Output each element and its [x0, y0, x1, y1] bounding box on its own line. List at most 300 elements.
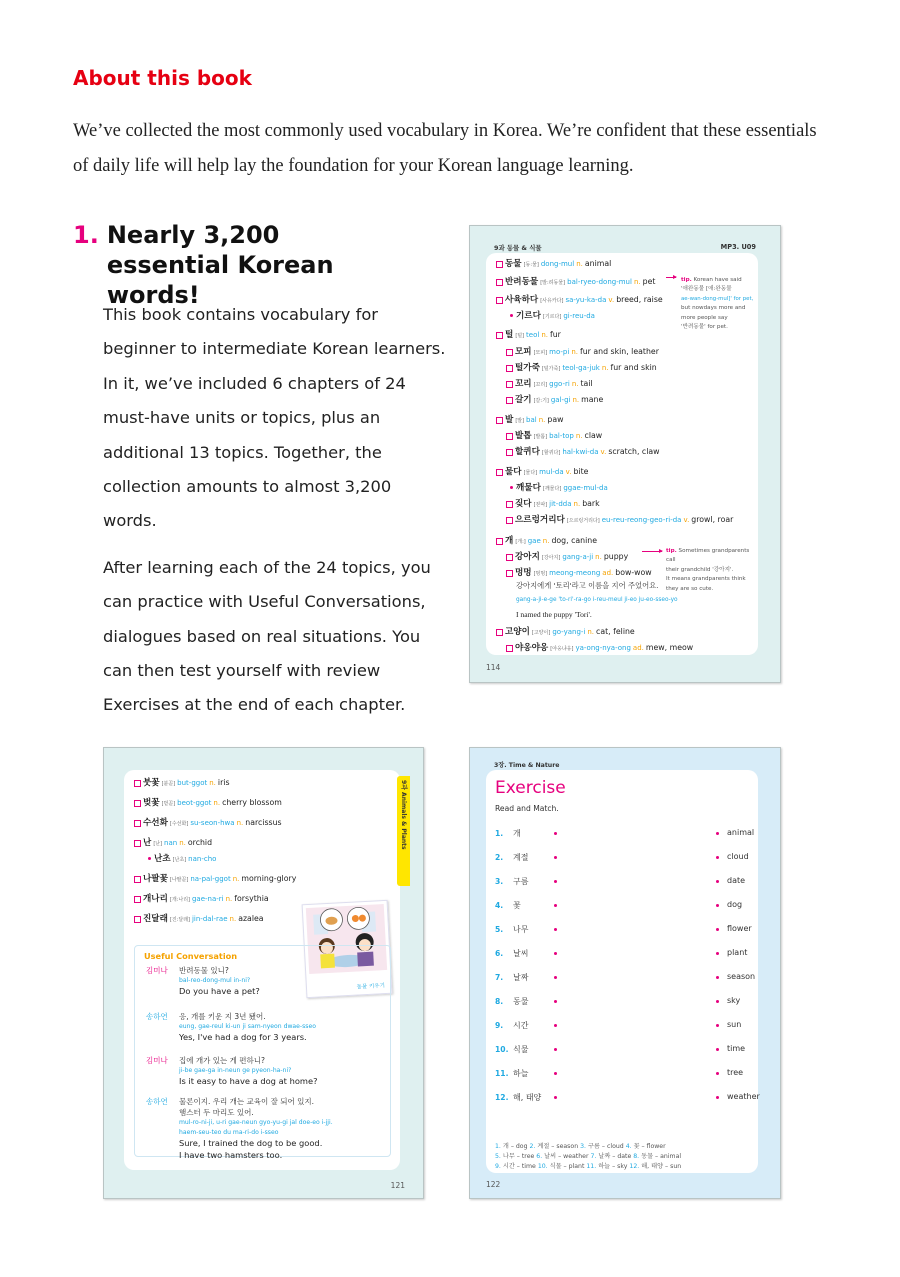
- illustration-caption: 동물 키우기: [356, 983, 386, 991]
- answer-key-line: [495, 1161, 681, 1170]
- korean-word: 짖다: [515, 499, 532, 509]
- korean-word: 기르다: [516, 311, 541, 321]
- romanization: but-ggot: [177, 779, 208, 787]
- tip-line: they are so cute.: [666, 585, 714, 592]
- korean-word: 강아지: [515, 552, 540, 562]
- answer-number: 12.: [629, 1163, 640, 1170]
- checkbox-icon[interactable]: [506, 381, 513, 388]
- answer-number: 7.: [590, 1153, 597, 1160]
- match-dot-left[interactable]: [554, 1000, 557, 1003]
- vocab-entry: [496, 534, 597, 546]
- checkbox-icon[interactable]: [506, 554, 513, 561]
- english-meaning: tail: [580, 379, 593, 388]
- korean-word: 개나리: [143, 894, 168, 904]
- korean-word: 해, 태양: [513, 1093, 542, 1102]
- romanization: mo-pi: [549, 348, 570, 356]
- pronunciation: [개:]: [515, 539, 526, 545]
- romanization: ggae-mul-da: [563, 484, 608, 492]
- vocab-entry: [506, 550, 628, 562]
- english-meaning: cherry blossom: [222, 798, 282, 807]
- feature-paragraph: This book contains vocabulary for beginner to intermediate Korean learners. In it, we’ve included 6 chapters of 24 must-have units or topics, plus an additional 13 topics. Together, the collection amounts to almost 3,200 words.: [103, 305, 446, 531]
- chapter-label: 3장. Time & Nature: [494, 762, 560, 769]
- answer-text: 날씨 – weather: [544, 1153, 589, 1160]
- korean-word: 시간: [513, 1021, 529, 1030]
- feature-body: [103, 298, 448, 735]
- vocab-entry: [144, 852, 218, 864]
- pronunciation: [난]: [153, 841, 163, 847]
- page-content: [486, 253, 758, 655]
- english-meaning: forsythia: [234, 894, 269, 903]
- korean-word: 나무: [513, 925, 529, 934]
- korean-word: 날씨: [513, 949, 529, 958]
- match-dot-right[interactable]: [716, 1024, 719, 1027]
- tip-line: Korean have said: [693, 277, 742, 283]
- conversation-title: Useful Conversation: [144, 951, 238, 961]
- part-of-speech: n.: [538, 416, 546, 424]
- english-option: flower: [727, 924, 752, 933]
- match-dot-right[interactable]: [716, 1072, 719, 1075]
- exercise-row: [495, 900, 775, 912]
- pronunciation: [깨물다]: [542, 486, 562, 492]
- checkbox-icon[interactable]: [506, 449, 513, 456]
- speaker-name: 송하연: [146, 1012, 168, 1021]
- english-meaning: mane: [581, 395, 604, 404]
- vocab-entry: [506, 361, 657, 373]
- korean-word: 사육하다: [505, 295, 539, 305]
- part-of-speech: v.: [683, 516, 690, 524]
- arrow-icon: [642, 551, 662, 552]
- match-dot-right[interactable]: [716, 856, 719, 859]
- romanization: go-yang-i: [552, 628, 586, 636]
- english-meaning: growl, roar: [691, 515, 734, 524]
- checkbox-icon[interactable]: [506, 501, 513, 508]
- english-meaning: fur and skin, leather: [580, 347, 659, 356]
- checkbox-icon[interactable]: [496, 332, 503, 339]
- english-option: date: [727, 876, 746, 885]
- sample-page-122: [469, 747, 781, 1199]
- pronunciation: [나팔꼳]: [169, 877, 189, 883]
- answer-key-line: [495, 1151, 681, 1160]
- romanization: gae: [527, 537, 541, 545]
- answer-number: 3.: [580, 1143, 586, 1150]
- romanization: dong-mul: [540, 260, 575, 268]
- answer-number: 9.: [495, 1163, 501, 1170]
- pronunciation: [동:물]: [523, 262, 539, 268]
- pronunciation: [진:달래]: [169, 917, 190, 923]
- match-dot-right[interactable]: [716, 1000, 719, 1003]
- korean-word: 야옹야옹: [515, 643, 549, 653]
- page-number: 114: [486, 663, 501, 672]
- romanization: jin-dal-rae: [191, 915, 228, 923]
- english-line: Is it easy to have a dog at home?: [179, 1076, 318, 1086]
- korean-word: 개: [505, 536, 514, 546]
- korean-word: 계절: [513, 853, 529, 862]
- checkbox-icon[interactable]: [506, 645, 513, 652]
- part-of-speech: n.: [542, 537, 550, 545]
- korean-word: 수선화: [143, 818, 168, 828]
- answer-number: 10.: [537, 1163, 548, 1170]
- answer-number: 6.: [536, 1153, 543, 1160]
- match-dot-left[interactable]: [554, 1048, 557, 1051]
- speaker-name: 김미나: [146, 1056, 168, 1065]
- exercise-row: [495, 996, 775, 1008]
- match-dot-right[interactable]: [716, 904, 719, 907]
- korean-word: 꼬리: [515, 379, 532, 389]
- english-meaning: pet: [642, 277, 656, 286]
- romanization: nan-cho: [188, 855, 217, 863]
- korean-word: 난초: [154, 854, 171, 864]
- pronunciation: [으르렁거리다]: [566, 518, 600, 524]
- checkbox-icon[interactable]: [134, 876, 141, 883]
- checkbox-icon[interactable]: [496, 297, 503, 304]
- intro-paragraph: We’ve collected the most commonly used vocabulary in Korea. We’re confident that these essentials of daily life will help lay the foundation for your Korean language learning.: [73, 121, 817, 176]
- korean-line: 햄스터 두 마리도 있어.: [179, 1108, 254, 1117]
- answer-number: 5.: [495, 1153, 501, 1160]
- item-number: 7.: [495, 973, 504, 982]
- english-meaning: bow-wow: [615, 568, 652, 577]
- pronunciation: [짇따]: [533, 502, 548, 508]
- exercise-row: [495, 948, 775, 960]
- pronunciation: [난초]: [172, 857, 187, 863]
- match-dot-right[interactable]: [716, 1096, 719, 1099]
- vocab-entry: [496, 328, 561, 340]
- checkbox-icon[interactable]: [134, 780, 141, 787]
- vocab-entry: [506, 377, 593, 389]
- sample-page-121: [103, 747, 424, 1199]
- item-number: 10.: [495, 1045, 509, 1054]
- exercise-row: [495, 1068, 775, 1080]
- pronunciation: [발톱]: [533, 434, 548, 440]
- answer-text: 구름 – cloud: [587, 1143, 624, 1150]
- korean-word: 동물: [505, 259, 522, 269]
- part-of-speech: v.: [565, 468, 572, 476]
- answer-key-line: [495, 1141, 666, 1150]
- exercise-row: [495, 1092, 775, 1104]
- korean-word: 할퀴다: [515, 447, 540, 457]
- checkbox-icon[interactable]: [134, 896, 141, 903]
- romanization: nan: [164, 839, 178, 847]
- english-option: plant: [727, 948, 748, 957]
- match-dot-left[interactable]: [554, 1096, 557, 1099]
- english-meaning: mew, meow: [645, 643, 694, 652]
- item-number: 12.: [495, 1093, 509, 1102]
- korean-word: 털가죽: [515, 363, 540, 373]
- exercise-row: [495, 876, 775, 888]
- speaker-name: 송하연: [146, 1097, 168, 1106]
- tip-line: ae-wan-dong-mul]' for pet,: [681, 295, 754, 302]
- romanization: teol-ga-juk: [562, 364, 600, 372]
- vocab-entry: [496, 625, 635, 637]
- tip-line: Sometimes grandparents call: [666, 548, 750, 564]
- exercise-row: [495, 1020, 775, 1032]
- english-option: tree: [727, 1068, 744, 1077]
- vocab-entry: [134, 892, 269, 904]
- vocab-entry: [134, 796, 282, 808]
- answer-text: 하늘 – sky: [598, 1163, 628, 1170]
- feature-title: Nearly 3,200 essential Korean words!: [106, 221, 334, 309]
- match-dot-left[interactable]: [554, 928, 557, 931]
- checkbox-icon[interactable]: [506, 433, 513, 440]
- match-dot-right[interactable]: [716, 832, 719, 835]
- bullet-icon: [148, 857, 151, 860]
- english-meaning: fur: [550, 330, 561, 339]
- part-of-speech: ad.: [602, 569, 614, 577]
- romanization: mul-da: [539, 468, 564, 476]
- tip-note: [681, 276, 761, 332]
- part-of-speech: n.: [571, 348, 578, 356]
- pronunciation: [털]: [515, 333, 525, 339]
- part-of-speech: v.: [608, 296, 615, 304]
- romanized-line: mul-ro-ni-ji, u-ri gae-neun gyo-yu-gi jal doe-eo i-jji.: [179, 1119, 333, 1126]
- romanization: eu-reu-reong-geo-ri-da: [601, 516, 682, 524]
- pronunciation: [발]: [515, 418, 525, 424]
- english-option: sky: [727, 996, 741, 1005]
- english-meaning: scratch, claw: [608, 447, 660, 456]
- page-number: 122: [486, 1180, 501, 1189]
- exercise-row: [495, 924, 775, 936]
- checkbox-icon[interactable]: [496, 417, 503, 424]
- match-dot-right[interactable]: [716, 928, 719, 931]
- speaker-name: 김미나: [146, 966, 168, 975]
- feature-paragraph: After learning each of the 24 topics, you can practice with Useful Conversations, dialogues based on real situations. You can then test yourself with review Exercises at the end of each chapter.: [103, 557, 431, 715]
- checkbox-icon[interactable]: [496, 538, 503, 545]
- romanization: ggo-ri: [549, 380, 570, 388]
- english-line: I have two hamsters too.: [179, 1149, 283, 1160]
- korean-word: 붓꽃: [143, 778, 160, 788]
- vocab-entry: [496, 465, 588, 477]
- english-option: sun: [727, 1020, 742, 1029]
- answer-number: 8.: [633, 1153, 640, 1160]
- korean-word: 깨물다: [516, 483, 541, 493]
- korean-word: 발톱: [515, 431, 532, 441]
- match-dot-left[interactable]: [554, 1024, 557, 1027]
- vocab-entry: [134, 816, 282, 828]
- answer-text: 식물 – plant: [549, 1163, 585, 1170]
- match-dot-left[interactable]: [554, 976, 557, 979]
- part-of-speech: v.: [600, 448, 607, 456]
- feature-heading: [73, 220, 407, 310]
- vocab-entry: [506, 309, 597, 321]
- vocab-entry: [506, 481, 610, 493]
- checkbox-icon[interactable]: [506, 570, 513, 577]
- vocab-entry: [506, 566, 652, 578]
- match-dot-right[interactable]: [716, 1048, 719, 1051]
- part-of-speech: n.: [209, 779, 216, 787]
- pronunciation: [물다]: [523, 470, 538, 476]
- korean-word: 모피: [515, 347, 532, 357]
- answer-text: 해, 태양 – sun: [641, 1163, 682, 1170]
- about-title: About this book: [73, 66, 252, 90]
- match-dot-left[interactable]: [554, 832, 557, 835]
- mp3-label: MP3. U09: [720, 243, 756, 251]
- romanization: bal: [526, 416, 537, 424]
- korean-line: 반려동물 있니?: [179, 966, 229, 975]
- korean-word: 나팔꽃: [143, 874, 168, 884]
- checkbox-icon[interactable]: [496, 469, 503, 476]
- bullet-icon: [510, 486, 513, 489]
- korean-line: 응, 개를 키운 지 3년 됐어.: [179, 1012, 266, 1021]
- vocab-entry: [496, 293, 663, 305]
- romanization: beot-ggot: [177, 799, 212, 807]
- exercise-row: [495, 972, 775, 984]
- part-of-speech: n.: [573, 500, 581, 508]
- romanization: gal-gi: [550, 396, 571, 404]
- answer-text: 개 – dog: [502, 1143, 528, 1150]
- match-dot-right[interactable]: [716, 880, 719, 883]
- item-number: 6.: [495, 949, 504, 958]
- answer-text: 동물 – animal: [641, 1153, 682, 1160]
- english-meaning: iris: [217, 778, 230, 787]
- part-of-speech: ad.: [632, 644, 644, 652]
- example-en: I named the puppy 'Tori'.: [516, 610, 592, 619]
- english-option: weather: [727, 1092, 760, 1101]
- checkbox-icon[interactable]: [134, 800, 141, 807]
- korean-word: 개: [513, 829, 521, 838]
- exercise-row: [495, 828, 775, 840]
- romanized-line: ji-be gae-ga in-neun ge pyeon-ha-ni?: [179, 1067, 292, 1074]
- item-number: 3.: [495, 877, 504, 886]
- english-option: cloud: [727, 852, 749, 861]
- english-meaning: morning-glory: [241, 874, 297, 883]
- english-line: Sure, I trained the dog to be good.: [179, 1138, 323, 1148]
- tip-label: tip.: [666, 548, 677, 554]
- pronunciation: [개:나리]: [169, 897, 190, 903]
- vocab-entry: [506, 429, 602, 441]
- korean-line: 집에 개가 있는 게 편하니?: [179, 1056, 265, 1065]
- checkbox-icon[interactable]: [134, 840, 141, 847]
- pronunciation: [꼬리]: [533, 382, 548, 388]
- english-line: Yes, I've had a dog for 3 years.: [179, 1032, 307, 1042]
- english-meaning: claw: [584, 431, 603, 440]
- vocab-entry: [134, 912, 264, 924]
- pronunciation: [털가죽]: [541, 366, 561, 372]
- bullet-icon: [510, 314, 513, 317]
- romanization: gang-a-ji: [562, 553, 594, 561]
- pronunciation: [할퀴다]: [541, 450, 561, 456]
- romanization: jit-dda: [549, 500, 572, 508]
- korean-line: 물론이지. 우리 개는 교육이 잘 되어 있지.: [179, 1097, 314, 1106]
- match-dot-left[interactable]: [554, 952, 557, 955]
- tip-line: '애완동물 [애:완동물: [681, 286, 732, 293]
- part-of-speech: n.: [232, 875, 240, 883]
- answer-text: 꽃 – flower: [633, 1143, 666, 1150]
- answer-text: 나무 – tree: [502, 1153, 535, 1160]
- part-of-speech: n.: [587, 628, 595, 636]
- pronunciation: [고양이]: [531, 630, 551, 636]
- romanization: ya-ong-nya-ong: [575, 644, 631, 652]
- english-meaning: breed, raise: [616, 295, 663, 304]
- korean-word: 털: [505, 330, 514, 340]
- checkbox-icon[interactable]: [496, 629, 503, 636]
- item-number: 9.: [495, 1021, 504, 1030]
- checkbox-icon[interactable]: [134, 916, 141, 923]
- checkbox-icon[interactable]: [506, 349, 513, 356]
- korean-word: 구름: [513, 877, 529, 886]
- checkbox-icon[interactable]: [506, 517, 513, 524]
- english-meaning: narcissus: [245, 818, 282, 827]
- pronunciation: [기르다]: [542, 314, 562, 320]
- item-number: 2.: [495, 853, 504, 862]
- korean-word: 날짜: [513, 973, 529, 982]
- pronunciation: [멍멍]: [533, 571, 548, 577]
- item-number: 11.: [495, 1069, 509, 1078]
- korean-word: 벚꽃: [143, 798, 160, 808]
- romanized-line: eung, gae-reul ki-un ji sam-nyeon dwae-sseo: [179, 1023, 316, 1030]
- part-of-speech: n.: [225, 895, 233, 903]
- pronunciation: [야옹냐옹]: [550, 646, 574, 652]
- checkbox-icon[interactable]: [134, 820, 141, 827]
- item-number: 1.: [495, 829, 504, 838]
- part-of-speech: n.: [571, 380, 579, 388]
- korean-word: 진달래: [143, 914, 168, 924]
- vocab-entry: [506, 513, 733, 525]
- part-of-speech: n.: [633, 278, 641, 286]
- match-dot-left[interactable]: [554, 880, 557, 883]
- answer-text: 시간 – time: [502, 1163, 536, 1170]
- english-meaning: puppy: [603, 552, 629, 561]
- answer-number: 11.: [586, 1163, 597, 1170]
- part-of-speech: n.: [229, 915, 237, 923]
- korean-word: 고양이: [505, 627, 530, 637]
- pronunciation: [사유카다]: [540, 298, 564, 304]
- match-dot-left[interactable]: [554, 1072, 557, 1075]
- romanization: bal-ryeo-dong-mul: [567, 278, 632, 286]
- korean-word: 꽃: [513, 901, 521, 910]
- match-dot-left[interactable]: [554, 904, 557, 907]
- example-rom: gang-a-ji-e-ge 'to-ri'-ra-go i-reu-meul ji-eo ju-eo-sseo-yo: [516, 597, 678, 603]
- vocab-entry: [134, 836, 212, 848]
- checkbox-icon[interactable]: [496, 261, 503, 268]
- romanization: meong-meong: [549, 569, 601, 577]
- page-number: 121: [390, 1181, 405, 1190]
- romanization: hal-kwi-da: [562, 448, 599, 456]
- match-dot-right[interactable]: [716, 952, 719, 955]
- match-dot-left[interactable]: [554, 856, 557, 859]
- part-of-speech: n.: [541, 331, 548, 339]
- part-of-speech: n.: [236, 819, 244, 827]
- english-meaning: orchid: [187, 838, 213, 847]
- answer-text: 계절 – season: [537, 1143, 579, 1150]
- item-number: 8.: [495, 997, 504, 1006]
- part-of-speech: n.: [572, 396, 580, 404]
- exercise-row: [495, 852, 775, 864]
- korean-word: 물다: [505, 467, 522, 477]
- english-option: season: [727, 972, 756, 981]
- vocab-entry: [506, 497, 600, 509]
- romanized-line: haem-seu-teo du ma-ri-do i-sseo: [179, 1129, 279, 1136]
- arrow-icon: [666, 277, 676, 278]
- english-meaning: bark: [582, 499, 600, 508]
- match-dot-right[interactable]: [716, 976, 719, 979]
- line-content: [179, 1096, 399, 1161]
- line-content: [179, 965, 399, 998]
- line-content: [179, 1055, 399, 1088]
- vocab-entry: [506, 641, 693, 653]
- exercise-instruction: Read and Match.: [495, 804, 559, 813]
- english-meaning: dog, canine: [551, 536, 597, 545]
- vocab-entry: [496, 275, 655, 287]
- korean-word: 하늘: [513, 1069, 529, 1078]
- checkbox-icon[interactable]: [506, 365, 513, 372]
- checkbox-icon[interactable]: [496, 279, 503, 286]
- pronunciation: [수선화]: [169, 821, 189, 827]
- checkbox-icon[interactable]: [506, 397, 513, 404]
- pronunciation: [강아지]: [541, 555, 561, 561]
- romanization: teol: [526, 331, 540, 339]
- vocab-entry: [134, 872, 296, 884]
- part-of-speech: n.: [601, 364, 609, 372]
- english-meaning: fur and skin: [610, 363, 657, 372]
